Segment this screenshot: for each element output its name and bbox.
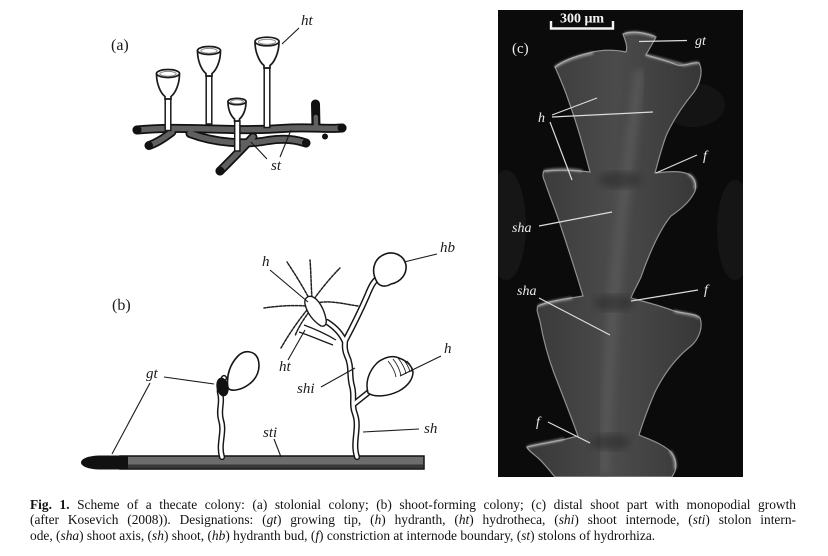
hydrotheca-goblet [198,47,221,125]
panel-a-letter: (a) [111,37,129,54]
caption-segment: sha [60,527,80,543]
caption-segment: hb [211,527,226,543]
hydranth-closed-bud [367,357,413,396]
sha-annotation-2: sha [517,284,537,299]
f-annotation-1: f [703,149,707,164]
sh-annotation: sh [424,421,438,437]
caption-segment: ) hydrotheca, ( [469,512,559,528]
f-annotation-2: f [704,283,708,298]
panel-b-letter: (b) [112,297,131,314]
hydranth-bud [374,253,406,286]
caption-segment: shi [558,512,575,528]
caption-segment: ) constriction at internode boundary, ( [319,527,522,543]
panel-c-sem-micrograph [498,10,743,477]
caption-line [30,512,796,527]
caption-segment: Scheme of a thecate colony: (a) stolonial colony; (b) shoot-forming colony; (c) distal shoot part with monopodial growth [69,497,796,512]
panel-c-letter: (c) [512,41,529,57]
gt-annotation-b: gt [146,366,158,382]
gt-leader-line-2 [112,383,150,454]
sh-leader-line [363,429,419,432]
caption-segment: ) hydranth bud, ( [225,527,316,543]
ht-annotation-a: ht [301,13,313,29]
caption-segment: gt [266,512,277,528]
panel-a-stolonial-colony [0,0,470,232]
caption-segment: ) growing tip, ( [276,512,375,528]
h-annotation-c: h [538,111,545,126]
caption-segment: h [374,512,382,528]
sti-leader-line [274,439,281,457]
ht-leader-line-b [288,330,305,360]
st-annotation: st [271,158,282,174]
hydranth-body [305,296,326,326]
stolon-internode-bar [81,456,424,470]
caption-line [30,528,796,543]
gt-annotation-c: gt [695,34,706,49]
caption-segment: ) stolons of hydrorhiza. [530,527,656,543]
caption-segment: ht [458,512,470,528]
caption-segment: ode, ( [30,527,61,543]
hb-annotation: hb [440,240,455,256]
caption-line [30,497,796,512]
young-shoot-bud [227,352,258,390]
gt-leader-line-1 [164,377,214,384]
hydrotheca-goblet [157,70,180,131]
caption-segment: ) shoot, ( [163,527,212,543]
caption-segment: ) shoot axis, ( [79,527,153,543]
caption-segment: f [315,527,320,543]
caption-segment: st [521,527,531,543]
f-annotation-3: f [536,415,540,430]
caption-segment: ) hydranth, ( [381,512,459,528]
caption-segment: (after Kosevich (2008)). Designations: ( [30,512,267,528]
hydrotheca-goblet [255,37,279,127]
h-annotation-right: h [444,341,452,357]
scale-bar [551,12,613,29]
ht-leader-line [282,28,299,44]
stolon-growing-tip-black-cap [81,456,128,470]
hb-leader-line [404,254,437,262]
shi-annotation: shi [297,381,315,397]
figure-caption [30,497,796,543]
caption-segment: sti [692,512,706,528]
scale-bar-text: 300 μm [559,11,605,27]
panel-b-shoot-forming-colony [0,230,498,482]
sti-annotation: sti [263,425,278,441]
caption-segment: ) shoot internode, ( [574,512,693,528]
hydrotheca-wall [299,332,333,345]
ht-annotation-b: ht [279,359,291,375]
sha-annotation-1: sha [512,221,532,236]
caption-segment: Fig. 1. [30,497,70,512]
caption-segment: sh [152,527,164,543]
h-annotation-top: h [262,254,270,270]
caption-segment: ) stolon intern- [705,512,796,528]
